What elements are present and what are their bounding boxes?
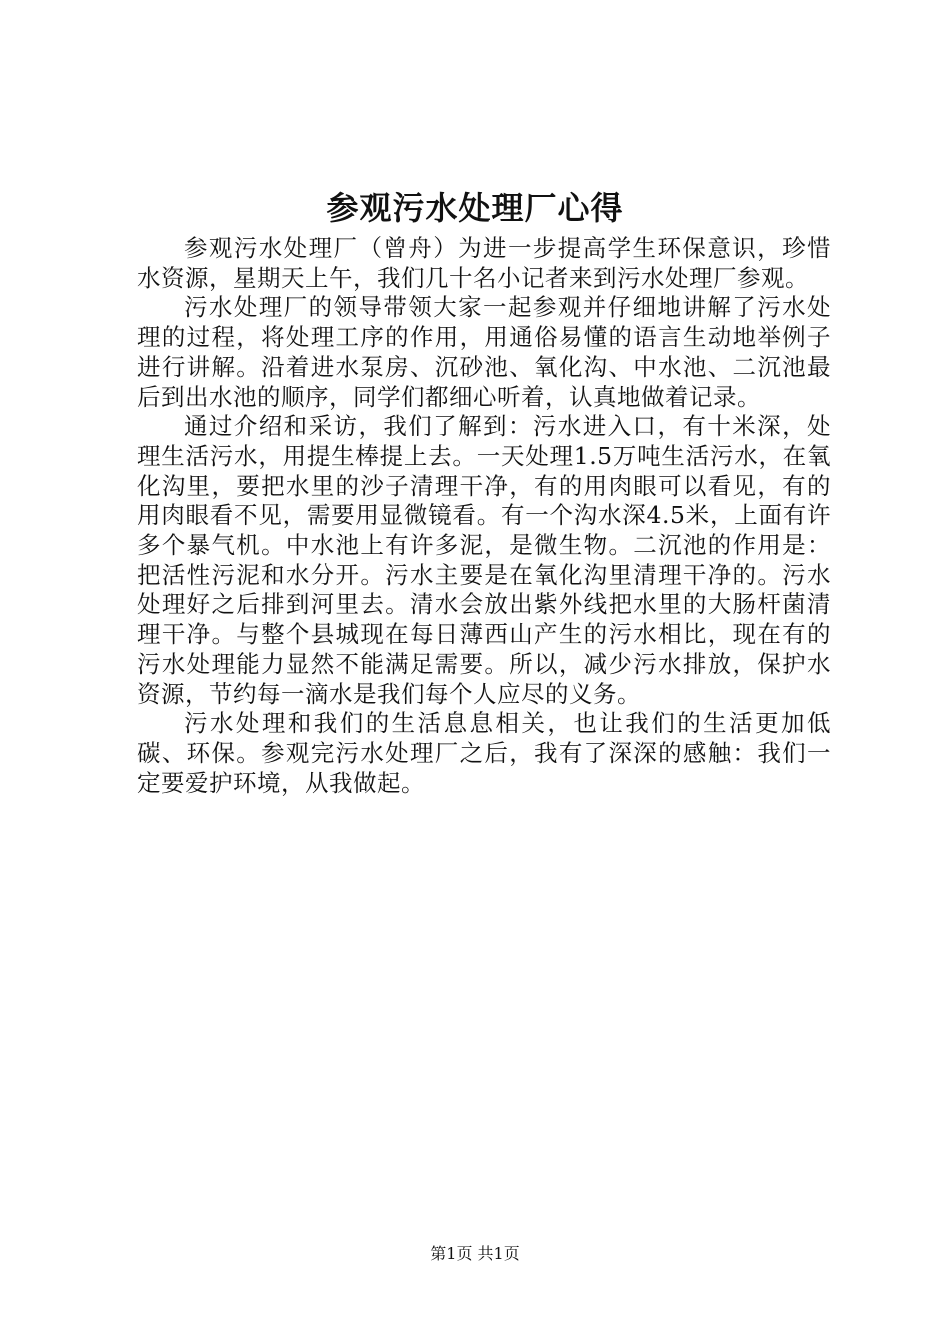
paragraph-1: 参观污水处理厂（曾舟）为进一步提高学生环保意识，珍惜水资源，星期天上午，我们几十名小记者来到污水处理厂参观。 — [137, 234, 831, 292]
paragraph-4: 污水处理和我们的生活息息相关，也让我们的生活更加低碳、环保。参观完污水处理厂之后，我有了深深的感触：我们一定要爱护环境，从我做起。 — [137, 709, 831, 797]
paragraph-3: 通过介绍和采访，我们了解到：污水进入口，有十米深，处理生活污水，用提生棒提上去。一天处理1.5万吨生活污水，在氧化沟里，要把水里的沙子清理干净，有的用肉眼可以看见，有的用肉眼看不见，需要用显微镜看。有一个沟水深4.5米，上面有许多个暴气机。中水池上有许多泥，是微生物。二沉池的作用是：把活性污泥和水分开。污水主要是在氧化沟里清理干净的。污水处理好之后排到河里去。清水会放出紫外线把水里的大肠杆菌清理干净。与整个县城现在每日薄西山产生的污水相比，现在有的污水处理能力显然不能满足需要。所以，减少污水排放，保护水资源，节约每一滴水是我们每个人应尽的义务。 — [137, 412, 831, 708]
paragraph-2: 污水处理厂的领导带领大家一起参观并仔细地讲解了污水处理的过程，将处理工序的作用，用通俗易懂的语言生动地举例子进行讲解。沿着进水泵房、沉砂池、氧化沟、中水池、二沉池最后到出水池的顺序，同学们都细心听着，认真地做着记录。 — [137, 293, 831, 411]
page-number-footer: 第1页 共1页 — [430, 1244, 520, 1263]
document-body — [137, 234, 831, 798]
document-title: 参观污水处理厂心得 — [326, 189, 624, 227]
